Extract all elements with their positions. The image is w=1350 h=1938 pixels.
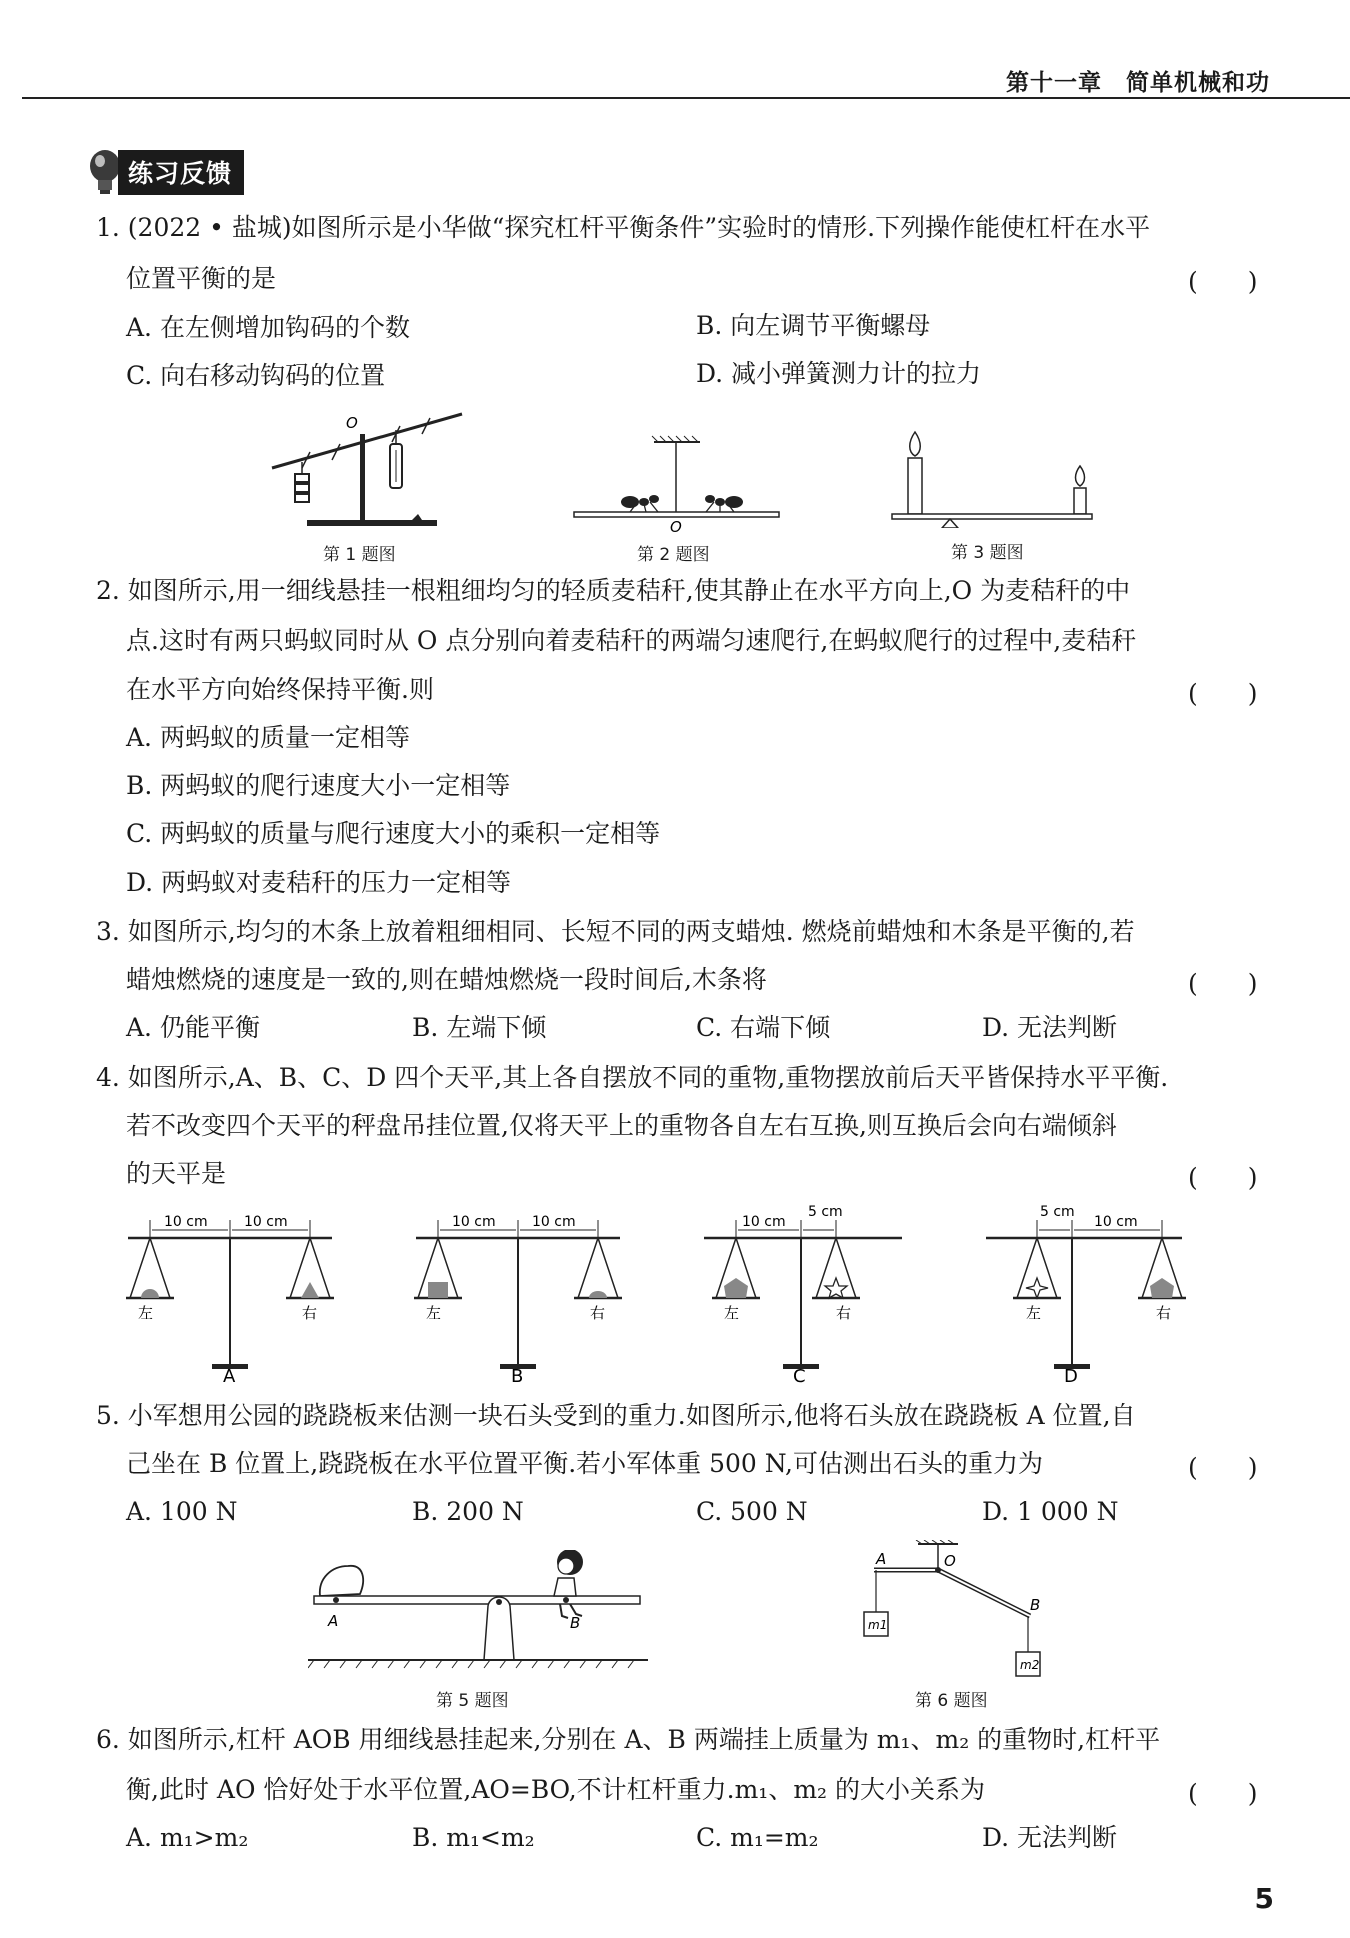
chapter-header: 第十一章 简单机械和功 — [1006, 70, 1270, 96]
q1-line-2: 位置平衡的是 — [126, 264, 277, 293]
figure-1-lever — [262, 402, 472, 534]
q4-line-3: 的天平是 — [126, 1159, 227, 1188]
q5-line-2: 己坐在 B 位置上,跷跷板在水平位置平衡.若小军体重 500 N,可估测出石头的重力为 — [126, 1449, 1043, 1478]
q2-answer-paren: ( ) — [1188, 679, 1258, 708]
q1-option-d: D. 减小弹簧测力计的拉力 — [696, 359, 982, 388]
balance-a-right-distance: 10 cm — [244, 1214, 288, 1230]
q5-answer-paren: ( ) — [1188, 1453, 1258, 1482]
balance-d-right-distance: 10 cm — [1094, 1214, 1138, 1230]
q2-line-1: 2. 如图所示,用一细线悬挂一根粗细均匀的轻质麦秸秆,使其静止在水平方向上,O 为麦秸秆的中 — [96, 576, 1131, 605]
balance-b-label: B — [511, 1366, 524, 1383]
figure-5-seesaw — [308, 1550, 648, 1680]
q3-line-1: 3. 如图所示,均匀的木条上放着粗细相同、长短不同的两支蜡烛. 燃烧前蜡烛和木条是平衡的,若 — [96, 917, 1135, 946]
q6-option-a: A. m₁>m₂ — [126, 1823, 249, 1852]
balance-d-left-label: 左 — [1026, 1304, 1042, 1322]
q3-answer-paren: ( ) — [1188, 969, 1258, 998]
balance-d-label: D — [1064, 1366, 1078, 1383]
balance-b-right-distance: 10 cm — [532, 1214, 576, 1230]
balance-a-left-label: 左 — [138, 1304, 154, 1322]
q6-line-1: 6. 如图所示,杠杆 AOB 用细线悬挂起来,分别在 A、B 两端挂上质量为 m₁、m₂ 的重物时,杠杆平 — [96, 1725, 1161, 1754]
q2-line-3: 在水平方向始终保持平衡.则 — [126, 675, 434, 704]
q5-option-c: C. 500 N — [696, 1497, 808, 1526]
balance-c-left-distance: 10 cm — [742, 1214, 786, 1230]
figure-1-pivot-label: O — [346, 414, 358, 432]
figure-6-point-a: A — [876, 1550, 887, 1568]
q1-option-b: B. 向左调节平衡螺母 — [696, 311, 931, 340]
q6-line-2: 衡,此时 AO 恰好处于水平位置,AO=BO,不计杠杆重力.m₁、m₂ 的大小关系为 — [126, 1775, 985, 1804]
balance-c — [696, 1202, 916, 1383]
q3-line-2: 蜡烛燃烧的速度是一致的,则在蜡烛燃烧一段时间后,木条将 — [126, 965, 767, 994]
figure-1-caption: 第 1 题图 — [323, 545, 396, 565]
balance-d-right-label: 右 — [1156, 1304, 1172, 1322]
figure-2-midpoint-label: O — [670, 518, 682, 532]
q4-line-2: 若不改变四个天平的秤盘吊挂位置,仅将天平上的重物各自左右互换,则互换后会向右端倾斜 — [126, 1111, 1117, 1140]
figure-2-caption: 第 2 题图 — [637, 545, 710, 565]
figure-2-straw-ants — [570, 432, 785, 532]
q2-option-a: A. 两蚂蚁的质量一定相等 — [126, 723, 410, 752]
figure-6-point-b: B — [1030, 1596, 1041, 1614]
figure-6-mass-m2: m2 — [1020, 1658, 1040, 1672]
balance-c-label: C — [793, 1366, 806, 1383]
q5-option-d: D. 1 000 N — [982, 1497, 1119, 1526]
q2-option-b: B. 两蚂蚁的爬行速度大小一定相等 — [126, 771, 511, 800]
q3-option-c: C. 右端下倾 — [696, 1013, 831, 1042]
q2-line-2: 点.这时有两只蚂蚁同时从 O 点分别向着麦秸秆的两端匀速爬行,在蚂蚁爬行的过程中,麦秸秆 — [126, 626, 1137, 655]
figure-6-caption: 第 6 题图 — [915, 1691, 988, 1711]
q5-line-1: 5. 小军想用公园的跷跷板来估测一块石头受到的重力.如图所示,他将石头放在跷跷板 A 位置,自 — [96, 1401, 1136, 1430]
balance-a-right-label: 右 — [302, 1304, 318, 1322]
page-number: 5 — [1254, 1882, 1274, 1915]
section-title: 练习反馈 — [118, 150, 244, 195]
figure-6-lever-aob — [858, 1540, 1068, 1690]
q1-option-c: C. 向右移动钩码的位置 — [126, 361, 386, 390]
balance-a-label: A — [223, 1366, 236, 1383]
figure-5-point-a: A — [328, 1612, 339, 1630]
q6-option-d: D. 无法判断 — [982, 1823, 1118, 1852]
q4-line-1: 4. 如图所示,A、B、C、D 四个天平,其上各自摆放不同的重物,重物摆放前后天平皆保持水平平衡. — [96, 1063, 1169, 1092]
q6-option-c: C. m₁=m₂ — [696, 1823, 819, 1852]
balance-c-left-label: 左 — [724, 1304, 740, 1322]
balance-d — [982, 1202, 1202, 1383]
balance-d-left-distance: 5 cm — [1040, 1204, 1075, 1220]
q6-answer-paren: ( ) — [1188, 1779, 1258, 1808]
q1-option-a: A. 在左侧增加钩码的个数 — [126, 313, 410, 342]
q2-option-d: D. 两蚂蚁对麦秸秆的压力一定相等 — [126, 868, 512, 897]
q5-option-b: B. 200 N — [412, 1497, 524, 1526]
balance-b-right-label: 右 — [590, 1304, 606, 1322]
q5-option-a: A. 100 N — [126, 1497, 238, 1526]
q2-option-c: C. 两蚂蚁的质量与爬行速度大小的乘积一定相等 — [126, 819, 661, 848]
section-badge — [86, 148, 244, 196]
header-rule — [22, 97, 1350, 99]
figure-6-point-o: O — [944, 1552, 956, 1570]
q6-option-b: B. m₁<m₂ — [412, 1823, 535, 1852]
q3-option-a: A. 仍能平衡 — [126, 1013, 260, 1042]
q1-answer-paren: ( ) — [1188, 267, 1258, 296]
figure-6-mass-m1: m1 — [868, 1618, 888, 1632]
balance-b — [408, 1208, 628, 1383]
q1-line-1: 1. (2022 • 盐城)如图所示是小华做“探究杠杆平衡条件”实验时的情形.下列操作能使杠杆在水平 — [96, 213, 1151, 242]
q3-option-d: D. 无法判断 — [982, 1013, 1118, 1042]
balance-c-right-label: 右 — [836, 1304, 852, 1322]
balance-a-left-distance: 10 cm — [164, 1214, 208, 1230]
figure-5-point-b: B — [570, 1614, 581, 1632]
balance-b-left-distance: 10 cm — [452, 1214, 496, 1230]
figure-3-candles — [888, 428, 1098, 528]
figure-5-caption: 第 5 题图 — [436, 1691, 509, 1711]
balance-b-left-label: 左 — [426, 1304, 442, 1322]
balance-c-right-distance: 5 cm — [808, 1204, 843, 1220]
figure-3-caption: 第 3 题图 — [951, 543, 1024, 563]
q3-option-b: B. 左端下倾 — [412, 1013, 547, 1042]
q4-answer-paren: ( ) — [1188, 1163, 1258, 1192]
balance-a — [120, 1208, 340, 1383]
